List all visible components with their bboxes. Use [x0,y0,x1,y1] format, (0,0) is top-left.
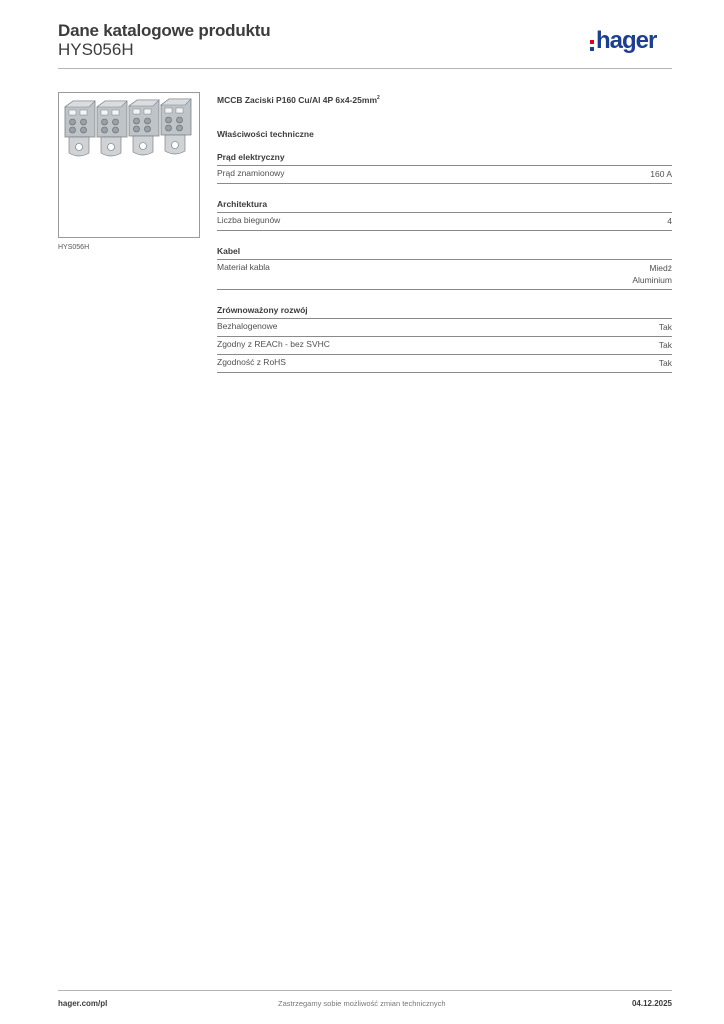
footer-divider [58,990,672,991]
group-title: Zrównoważony rozwój [217,305,672,319]
spec-value-text: Aluminium [632,275,672,285]
spec-content [217,95,672,373]
terminal-blocks-image [59,93,199,237]
spec-label: Liczba biegunów [217,215,281,225]
spec-label: Zgodny z REACh - bez SVHC [217,339,330,349]
spec-row [217,166,672,184]
spec-value [632,262,672,286]
footer-date: 04.12.2025 [631,999,672,1008]
image-caption: HYS056H [58,244,90,251]
spec-label: Bezhalogenowe [217,321,278,331]
spec-row [217,355,672,373]
spec-label: Materiał kabla [217,262,270,272]
product-image-frame [58,92,200,238]
footer-disclaimer: Zastrzegamy sobie możliwość zmian technicznych [278,999,446,1008]
product-code: HYS056H [58,40,134,59]
footer-website-link[interactable]: hager.com/pl [58,999,108,1008]
spec-value-text: Tak [658,358,672,368]
spec-value [659,339,672,351]
spec-label: Zgodność z RoHS [217,357,286,367]
group-title: Prąd elektryczny [217,152,672,166]
page-title: Dane katalogowe produktu [58,21,271,40]
spec-value-text: Tak [658,322,672,332]
spec-row [217,337,672,355]
group-title: Kabel [217,246,672,260]
spec-row [217,260,672,290]
header-divider [58,68,672,69]
spec-value [667,215,672,227]
spec-value-text: 160 A [650,169,672,179]
spec-row [217,213,672,231]
spec-value [659,321,672,333]
spec-value [650,168,672,180]
product-name-text: MCCB Zaciski P160 Cu/Al 4P 6x4-25mm [217,95,377,105]
spec-row [217,319,672,337]
group-title: Architektura [217,199,672,213]
logo-colon-icon [590,40,594,44]
product-name [217,95,672,109]
section-title: Właściwości techniczne [217,129,314,139]
spec-value-text: Tak [658,340,672,350]
hager-logo [590,29,656,53]
spec-value [659,357,672,369]
product-name-superscript: 2 [377,95,380,102]
logo-text: hager [596,27,657,54]
spec-label: Prąd znamionowy [217,168,285,178]
spec-value-text: 4 [667,216,672,226]
spec-value-text: Miedź [649,263,672,273]
